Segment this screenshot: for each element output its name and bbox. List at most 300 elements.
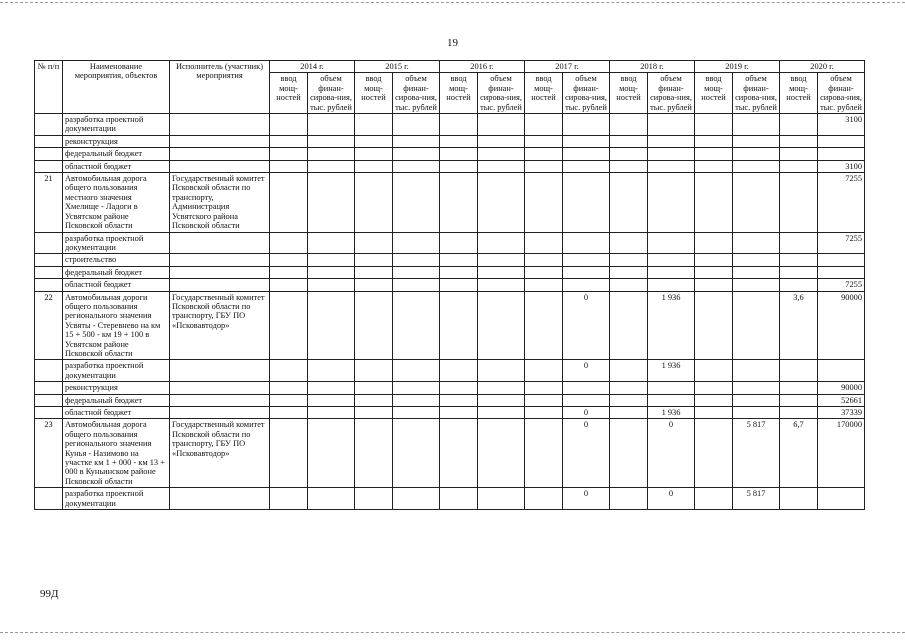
row-name-cell: федеральный бюджет xyxy=(63,148,170,160)
capacity-cell xyxy=(610,148,648,160)
row-executor-cell xyxy=(170,488,270,510)
table-row xyxy=(35,160,865,172)
finance-cell xyxy=(563,254,610,266)
subheader-capacity: ввод мощ-ностей xyxy=(780,73,818,114)
finance-cell xyxy=(478,254,525,266)
capacity-cell xyxy=(440,232,478,254)
row-executor-cell xyxy=(170,160,270,172)
capacity-cell xyxy=(610,291,648,360)
row-name-cell: федеральный бюджет xyxy=(63,266,170,278)
finance-cell xyxy=(733,291,780,360)
capacity-cell xyxy=(695,419,733,488)
header-year: 2015 г. xyxy=(355,61,440,73)
finance-cell xyxy=(818,135,865,147)
finance-cell xyxy=(478,135,525,147)
scan-edge-bottom xyxy=(0,632,905,633)
capacity-cell xyxy=(440,160,478,172)
capacity-cell xyxy=(610,407,648,419)
row-executor-cell xyxy=(170,148,270,160)
header-num: № п/п xyxy=(35,61,63,114)
finance-cell xyxy=(308,254,355,266)
capacity-cell xyxy=(270,279,308,291)
program-table xyxy=(34,60,865,510)
capacity-cell xyxy=(270,160,308,172)
row-name-cell: областной бюджет xyxy=(63,279,170,291)
finance-cell xyxy=(733,394,780,406)
capacity-cell xyxy=(695,279,733,291)
capacity-cell xyxy=(695,160,733,172)
row-number-cell xyxy=(35,407,63,419)
table-row xyxy=(35,291,865,360)
row-number-cell xyxy=(35,148,63,160)
finance-cell xyxy=(308,382,355,394)
capacity-cell xyxy=(270,291,308,360)
row-number-cell: 22 xyxy=(35,291,63,360)
finance-cell xyxy=(733,360,780,382)
capacity-cell xyxy=(525,394,563,406)
capacity-cell xyxy=(440,148,478,160)
finance-cell xyxy=(478,382,525,394)
capacity-cell: 3,6 xyxy=(780,291,818,360)
capacity-cell xyxy=(440,135,478,147)
header-executor: Исполнитель (участник) мероприятия xyxy=(170,61,270,114)
finance-cell xyxy=(818,360,865,382)
finance-cell xyxy=(563,382,610,394)
capacity-cell xyxy=(610,419,648,488)
capacity-cell xyxy=(695,114,733,136)
capacity-cell xyxy=(440,407,478,419)
finance-cell: 90000 xyxy=(818,291,865,360)
table-row xyxy=(35,279,865,291)
capacity-cell xyxy=(695,407,733,419)
capacity-cell xyxy=(610,360,648,382)
table-header xyxy=(35,61,865,114)
finance-cell xyxy=(478,148,525,160)
subheader-capacity: ввод мощ-ностей xyxy=(610,73,648,114)
capacity-cell xyxy=(525,135,563,147)
finance-cell xyxy=(308,360,355,382)
finance-cell xyxy=(733,266,780,278)
capacity-cell xyxy=(525,382,563,394)
row-executor-cell xyxy=(170,382,270,394)
capacity-cell xyxy=(355,254,393,266)
finance-cell xyxy=(308,407,355,419)
capacity-cell xyxy=(440,394,478,406)
capacity-cell xyxy=(355,266,393,278)
subheader-capacity: ввод мощ-ностей xyxy=(440,73,478,114)
row-name-cell: реконструкция xyxy=(63,382,170,394)
finance-cell xyxy=(478,419,525,488)
finance-cell xyxy=(478,114,525,136)
row-executor-cell: Государственный комитет Псковской области по транспорту, ГБУ ПО «Псковавтодор» xyxy=(170,419,270,488)
capacity-cell xyxy=(355,394,393,406)
capacity-cell xyxy=(355,160,393,172)
capacity-cell xyxy=(355,488,393,510)
finance-cell xyxy=(308,135,355,147)
row-executor-cell xyxy=(170,407,270,419)
finance-cell xyxy=(648,173,695,232)
capacity-cell xyxy=(610,160,648,172)
finance-cell xyxy=(563,148,610,160)
capacity-cell xyxy=(695,148,733,160)
finance-cell xyxy=(478,360,525,382)
finance-cell xyxy=(308,232,355,254)
finance-cell xyxy=(563,160,610,172)
table-row xyxy=(35,266,865,278)
row-number-cell xyxy=(35,360,63,382)
capacity-cell xyxy=(780,148,818,160)
capacity-cell xyxy=(355,382,393,394)
finance-cell xyxy=(308,160,355,172)
finance-cell xyxy=(648,382,695,394)
finance-cell xyxy=(648,135,695,147)
capacity-cell xyxy=(610,394,648,406)
capacity-cell xyxy=(355,291,393,360)
finance-cell: 37339 xyxy=(818,407,865,419)
finance-cell: 0 xyxy=(563,360,610,382)
finance-cell xyxy=(308,291,355,360)
finance-cell: 7255 xyxy=(818,232,865,254)
capacity-cell xyxy=(355,232,393,254)
row-name-cell: разработка проектной документации xyxy=(63,232,170,254)
capacity-cell xyxy=(695,266,733,278)
row-executor-cell xyxy=(170,114,270,136)
capacity-cell xyxy=(440,114,478,136)
capacity-cell xyxy=(695,488,733,510)
finance-cell xyxy=(733,232,780,254)
finance-cell xyxy=(563,394,610,406)
finance-cell xyxy=(478,291,525,360)
capacity-cell xyxy=(525,114,563,136)
capacity-cell xyxy=(440,419,478,488)
table-row xyxy=(35,488,865,510)
row-name-cell: Автомобильная дорога общего пользования местного значения Хмелище - Ладоги в Усвятском районе Псковской области xyxy=(63,173,170,232)
finance-cell xyxy=(308,148,355,160)
capacity-cell xyxy=(270,232,308,254)
finance-cell xyxy=(393,266,440,278)
capacity-cell xyxy=(695,135,733,147)
finance-cell: 0 xyxy=(563,419,610,488)
capacity-cell xyxy=(525,266,563,278)
capacity-cell xyxy=(610,254,648,266)
row-name-cell: разработка проектной документации xyxy=(63,360,170,382)
row-executor-cell xyxy=(170,135,270,147)
finance-cell xyxy=(393,254,440,266)
capacity-cell xyxy=(780,407,818,419)
header-year: 2016 г. xyxy=(440,61,525,73)
finance-cell xyxy=(563,173,610,232)
finance-cell: 5 817 xyxy=(733,488,780,510)
capacity-cell xyxy=(610,173,648,232)
finance-cell: 1 936 xyxy=(648,291,695,360)
finance-cell xyxy=(478,407,525,419)
finance-cell xyxy=(648,232,695,254)
capacity-cell xyxy=(780,173,818,232)
finance-cell xyxy=(733,254,780,266)
finance-cell: 0 xyxy=(563,488,610,510)
finance-cell xyxy=(393,407,440,419)
finance-cell xyxy=(478,394,525,406)
finance-cell xyxy=(308,114,355,136)
finance-cell xyxy=(733,382,780,394)
subheader-capacity: ввод мощ-ностей xyxy=(270,73,308,114)
table-row xyxy=(35,232,865,254)
finance-cell xyxy=(733,407,780,419)
finance-cell: 0 xyxy=(648,488,695,510)
capacity-cell xyxy=(355,419,393,488)
capacity-cell xyxy=(780,394,818,406)
capacity-cell xyxy=(610,114,648,136)
row-number-cell xyxy=(35,279,63,291)
page-number: 19 xyxy=(447,37,458,49)
finance-cell xyxy=(393,173,440,232)
capacity-cell xyxy=(525,232,563,254)
capacity-cell xyxy=(780,135,818,147)
finance-cell xyxy=(478,266,525,278)
finance-cell xyxy=(648,148,695,160)
capacity-cell xyxy=(440,360,478,382)
capacity-cell xyxy=(270,173,308,232)
finance-cell xyxy=(733,135,780,147)
capacity-cell xyxy=(525,419,563,488)
finance-cell: 52661 xyxy=(818,394,865,406)
capacity-cell xyxy=(270,488,308,510)
capacity-cell xyxy=(780,279,818,291)
capacity-cell xyxy=(610,279,648,291)
finance-cell: 90000 xyxy=(818,382,865,394)
finance-cell xyxy=(478,160,525,172)
row-name-cell: федеральный бюджет xyxy=(63,394,170,406)
finance-cell xyxy=(733,279,780,291)
row-executor-cell xyxy=(170,394,270,406)
subheader-capacity: ввод мощ-ностей xyxy=(695,73,733,114)
subheader-finance: объем финан-сирова-ния, тыс. рублей xyxy=(393,73,440,114)
row-executor-cell xyxy=(170,279,270,291)
finance-cell xyxy=(648,114,695,136)
finance-cell xyxy=(393,360,440,382)
finance-cell xyxy=(563,135,610,147)
finance-cell xyxy=(648,394,695,406)
table-row xyxy=(35,173,865,232)
capacity-cell xyxy=(440,279,478,291)
capacity-cell xyxy=(695,291,733,360)
capacity-cell xyxy=(270,360,308,382)
capacity-cell xyxy=(270,419,308,488)
finance-cell xyxy=(818,254,865,266)
capacity-cell xyxy=(525,360,563,382)
row-name-cell: разработка проектной документации xyxy=(63,114,170,136)
row-executor-cell: Государственный комитет Псковской области по транспорту, Администрация Усвятского района Псковской области xyxy=(170,173,270,232)
table-row xyxy=(35,135,865,147)
capacity-cell xyxy=(355,148,393,160)
capacity-cell xyxy=(270,135,308,147)
table-row xyxy=(35,114,865,136)
table-body xyxy=(35,114,865,510)
row-number-cell xyxy=(35,266,63,278)
finance-cell xyxy=(393,232,440,254)
capacity-cell xyxy=(610,488,648,510)
finance-cell xyxy=(478,173,525,232)
row-name-cell: строительство xyxy=(63,254,170,266)
capacity-cell xyxy=(440,488,478,510)
capacity-cell xyxy=(270,254,308,266)
header-year: 2019 г. xyxy=(695,61,780,73)
header-year: 2017 г. xyxy=(525,61,610,73)
table-row xyxy=(35,148,865,160)
finance-cell: 0 xyxy=(648,419,695,488)
header-year: 2014 г. xyxy=(270,61,355,73)
finance-cell xyxy=(563,114,610,136)
capacity-cell xyxy=(355,360,393,382)
capacity-cell xyxy=(695,394,733,406)
finance-cell xyxy=(308,394,355,406)
row-number-cell xyxy=(35,488,63,510)
subheader-finance: объем финан-сирова-ния, тыс. рублей xyxy=(733,73,780,114)
row-name-cell: Автомобильная дорога общего пользования регионального значения Кунья - Назимово на участке км 1 + 000 - км 13 + 000 в Куньинском районе Псковской области xyxy=(63,419,170,488)
row-number-cell: 21 xyxy=(35,173,63,232)
capacity-cell xyxy=(270,114,308,136)
table-row xyxy=(35,407,865,419)
capacity-cell xyxy=(525,160,563,172)
finance-cell: 0 xyxy=(563,407,610,419)
finance-cell xyxy=(478,279,525,291)
row-name-cell: областной бюджет xyxy=(63,407,170,419)
capacity-cell xyxy=(270,382,308,394)
finance-cell xyxy=(563,232,610,254)
capacity-cell xyxy=(695,254,733,266)
capacity-cell xyxy=(695,232,733,254)
capacity-cell xyxy=(440,266,478,278)
table-row xyxy=(35,394,865,406)
capacity-cell xyxy=(780,382,818,394)
finance-cell xyxy=(563,266,610,278)
capacity-cell xyxy=(270,407,308,419)
capacity-cell xyxy=(270,394,308,406)
subheader-finance: объем финан-сирова-ния, тыс. рублей xyxy=(478,73,525,114)
row-number-cell xyxy=(35,382,63,394)
capacity-cell xyxy=(780,160,818,172)
finance-cell xyxy=(478,488,525,510)
subheader-capacity: ввод мощ-ностей xyxy=(355,73,393,114)
table-row xyxy=(35,382,865,394)
capacity-cell xyxy=(270,148,308,160)
subheader-finance: объем финан-сирова-ния, тыс. рублей xyxy=(563,73,610,114)
finance-cell xyxy=(818,266,865,278)
finance-cell: 7255 xyxy=(818,279,865,291)
scan-edge-top xyxy=(0,2,905,3)
row-number-cell: 23 xyxy=(35,419,63,488)
capacity-cell xyxy=(355,407,393,419)
finance-cell xyxy=(308,173,355,232)
capacity-cell xyxy=(525,148,563,160)
finance-cell xyxy=(393,148,440,160)
capacity-cell xyxy=(695,360,733,382)
row-executor-cell: Государственный комитет Псковской области по транспорту, ГБУ ПО «Псковавтодор» xyxy=(170,291,270,360)
row-name-cell: реконструкция xyxy=(63,135,170,147)
capacity-cell xyxy=(525,291,563,360)
footer-code: 99Д xyxy=(40,588,59,600)
finance-cell xyxy=(393,279,440,291)
capacity-cell xyxy=(780,114,818,136)
row-number-cell xyxy=(35,135,63,147)
capacity-cell xyxy=(270,266,308,278)
capacity-cell xyxy=(525,407,563,419)
finance-cell xyxy=(733,160,780,172)
capacity-cell xyxy=(525,254,563,266)
row-number-cell xyxy=(35,114,63,136)
finance-cell xyxy=(733,114,780,136)
capacity-cell xyxy=(780,266,818,278)
row-executor-cell xyxy=(170,254,270,266)
subheader-finance: объем финан-сирова-ния, тыс. рублей xyxy=(818,73,865,114)
header-name: Наименование мероприятия, объектов xyxy=(63,61,170,114)
finance-cell: 170000 xyxy=(818,419,865,488)
finance-cell xyxy=(733,173,780,232)
finance-cell xyxy=(393,160,440,172)
table-row xyxy=(35,419,865,488)
capacity-cell xyxy=(355,114,393,136)
capacity-cell xyxy=(780,254,818,266)
finance-cell xyxy=(393,394,440,406)
capacity-cell xyxy=(610,382,648,394)
row-number-cell xyxy=(35,160,63,172)
capacity-cell xyxy=(610,135,648,147)
finance-cell xyxy=(648,279,695,291)
row-name-cell: Автомобильная дороги общего пользования регионального значения Усвяты - Стеревнево на км 15 + 500 - км 19 + 100 в Усвятском районе Псковской области xyxy=(63,291,170,360)
finance-cell xyxy=(308,266,355,278)
capacity-cell: 6,7 xyxy=(780,419,818,488)
capacity-cell xyxy=(780,360,818,382)
finance-cell: 3100 xyxy=(818,160,865,172)
finance-cell: 1 936 xyxy=(648,360,695,382)
capacity-cell xyxy=(525,173,563,232)
table-row xyxy=(35,254,865,266)
capacity-cell xyxy=(610,232,648,254)
finance-cell xyxy=(648,254,695,266)
capacity-cell xyxy=(695,173,733,232)
capacity-cell xyxy=(440,382,478,394)
finance-cell xyxy=(393,114,440,136)
capacity-cell xyxy=(440,291,478,360)
row-executor-cell xyxy=(170,266,270,278)
finance-cell: 5 817 xyxy=(733,419,780,488)
finance-cell xyxy=(308,419,355,488)
finance-cell xyxy=(733,148,780,160)
capacity-cell xyxy=(355,135,393,147)
header-year: 2020 г. xyxy=(780,61,865,73)
finance-cell xyxy=(818,148,865,160)
capacity-cell xyxy=(525,488,563,510)
capacity-cell xyxy=(780,488,818,510)
finance-cell xyxy=(478,232,525,254)
header-year: 2018 г. xyxy=(610,61,695,73)
capacity-cell xyxy=(440,173,478,232)
finance-cell: 3100 xyxy=(818,114,865,136)
subheader-finance: объем финан-сирова-ния, тыс. рублей xyxy=(308,73,355,114)
row-number-cell xyxy=(35,254,63,266)
capacity-cell xyxy=(610,266,648,278)
table-row xyxy=(35,360,865,382)
subheader-finance: объем финан-сирова-ния, тыс. рублей xyxy=(648,73,695,114)
row-executor-cell xyxy=(170,232,270,254)
finance-cell xyxy=(308,279,355,291)
capacity-cell xyxy=(355,279,393,291)
capacity-cell xyxy=(780,232,818,254)
finance-cell: 7255 xyxy=(818,173,865,232)
finance-cell xyxy=(393,419,440,488)
finance-cell xyxy=(648,266,695,278)
capacity-cell xyxy=(440,254,478,266)
